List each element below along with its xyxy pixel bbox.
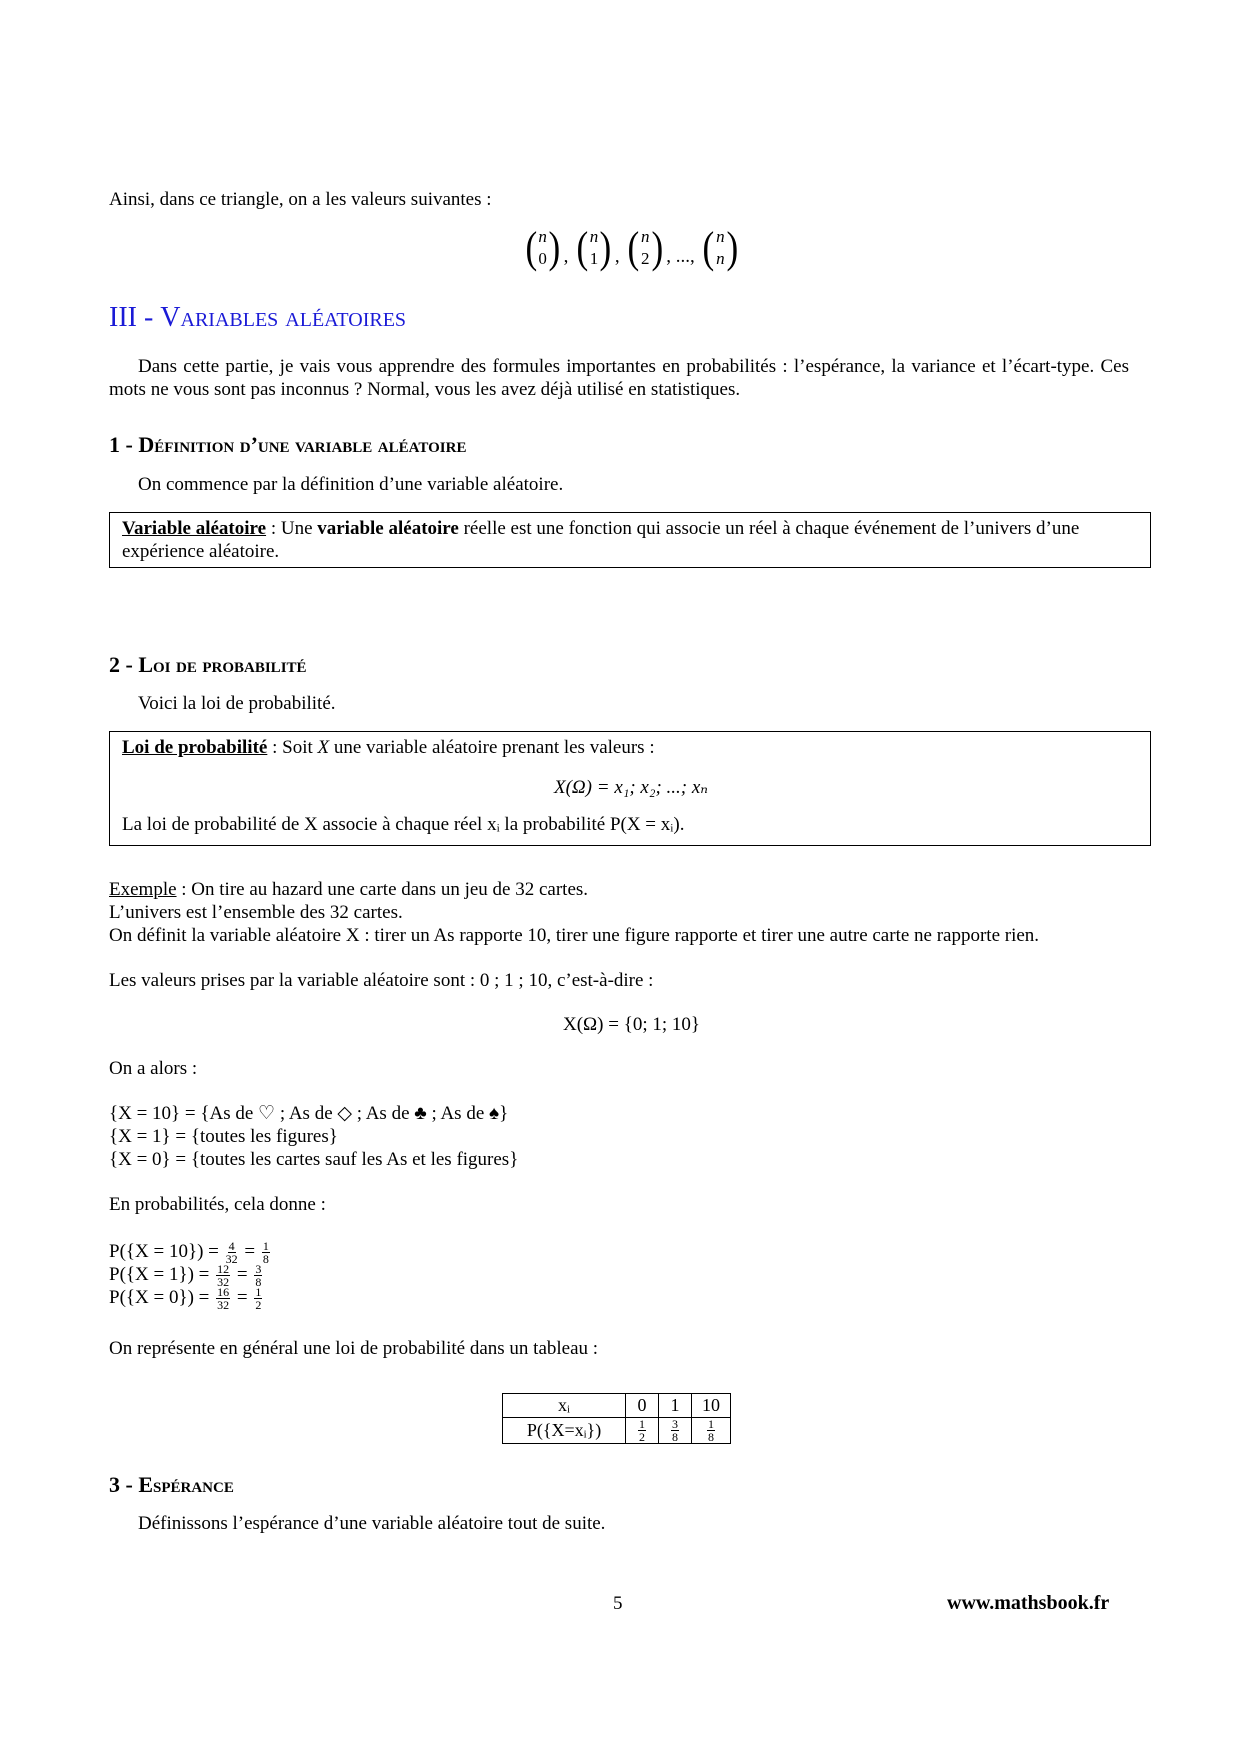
paragraph: En probabilités, cela donne : xyxy=(109,1194,326,1215)
table-cell: 10 xyxy=(692,1394,731,1418)
values-line: Les valeurs prises par la variable aléatoire sont : 0 ; 1 ; 10, c’est-à-dire : xyxy=(109,970,654,991)
page-number: 5 xyxy=(613,1593,623,1614)
binomial: ( n 1 ) xyxy=(576,223,612,272)
table-cell: $\frac{3}{8}$ xyxy=(659,1418,692,1444)
example-line: On définit la variable aléatoire X : tirer un As rapporte 10, tirer une figure rapporte et tirer une autre carte ne rapporte rien. xyxy=(109,925,1040,946)
subsection-lead: Définissons l’espérance d’une variable aléatoire tout de suite. xyxy=(138,1513,606,1534)
probability-line: P({X = 1}) = $\frac{12}{32}$ = $\frac{3}{8}$ xyxy=(109,1262,262,1290)
formula: X(Ω) = {0; 1; 10} xyxy=(562,1014,700,1035)
binomial-list: ( n 0 ) , ( n 1 ) , ( n 2 ) , ..., ( n n ) xyxy=(525,223,738,272)
event-line: {X = 1} = {toutes les figures} xyxy=(109,1126,338,1147)
subsection-heading: 2 - Loi de probabilité xyxy=(109,652,307,677)
subsection-lead: On commence par la définition d’une variable aléatoire. xyxy=(138,474,564,495)
table-row xyxy=(503,1418,731,1444)
formula: X(Ω) = x₁; x₂; ...; xₙ xyxy=(553,777,709,798)
definition-term: Loi de probabilité xyxy=(122,737,268,758)
definition-term: Variable aléatoire xyxy=(122,518,267,539)
probability-line: P({X = 10}) = $\frac{4}{32}$ = $\frac{1}{8}$ xyxy=(109,1239,269,1267)
subsection-lead: Voici la loi de probabilité. xyxy=(138,693,336,714)
example-line: L’univers est l’ensemble des 32 cartes. xyxy=(109,902,403,923)
event-line: {X = 10} = {As de ♡ ; As de ◇ ; As de ♣ ; As de ♠} xyxy=(109,1103,509,1124)
section-intro: Dans cette partie, je vais vous apprendre des formules importantes en probabilités : l’espérance, la variance et l’écart-type. Ces mots ne vous sont pas inconnus ? Normal, vous les avez déjà utilisé en statistiques. xyxy=(109,356,1129,400)
example-line: Exemple : On tire au hazard une carte dans un jeu de 32 cartes. xyxy=(109,879,589,900)
table-row xyxy=(503,1394,731,1418)
probability-line: P({X = 0}) = $\frac{16}{32}$ = $\frac{1}{2}$ xyxy=(109,1285,262,1313)
event-line: {X = 0} = {toutes les cartes sauf les As et les figures} xyxy=(109,1149,519,1170)
law-text: La loi de probabilité de X associe à chaque réel xᵢ la probabilité P(X = xᵢ). xyxy=(122,814,685,835)
table-cell: $\frac{1}{8}$ xyxy=(692,1418,731,1444)
subsection-heading: 3 - Espérance xyxy=(109,1472,234,1497)
paragraph: On a alors : xyxy=(109,1058,198,1079)
intro-text: Ainsi, dans ce triangle, on a les valeurs suivantes : xyxy=(109,189,492,210)
binomial: ( n 0 ) xyxy=(525,223,561,272)
site-link[interactable]: www.mathsbook.fr xyxy=(947,1592,1110,1614)
subsection-heading: 1 - Définition d’une variable aléatoire xyxy=(109,432,467,457)
table-cell: 1 xyxy=(659,1394,692,1418)
table-cell: $\frac{1}{2}$ xyxy=(626,1418,659,1444)
binomial: ( n 2 ) xyxy=(627,223,663,272)
binomial: ( n n ) xyxy=(702,223,738,272)
section-heading: III - Variables aléatoires xyxy=(109,302,407,333)
table-header-cell: xᵢ xyxy=(503,1394,626,1418)
table-header-cell: P({X=xᵢ}) xyxy=(503,1418,626,1444)
probability-table xyxy=(502,1393,731,1444)
paragraph: On représente en général une loi de probabilité dans un tableau : xyxy=(109,1338,599,1359)
definition-box: Variable aléatoire : Une variable aléatoire réelle est une fonction qui associe un réel à chaque événement de l’univers d’une expérience aléatoire. xyxy=(109,512,1151,568)
table-cell: 0 xyxy=(626,1394,659,1418)
definition-box: Loi de probabilité : Soit X une variable aléatoire prenant les valeurs : X(Ω) = x₁; x₂; ...; xₙ La loi de probabilité de X associe à chaque réel xᵢ la probabilité P(X = xᵢ). xyxy=(109,731,1151,846)
